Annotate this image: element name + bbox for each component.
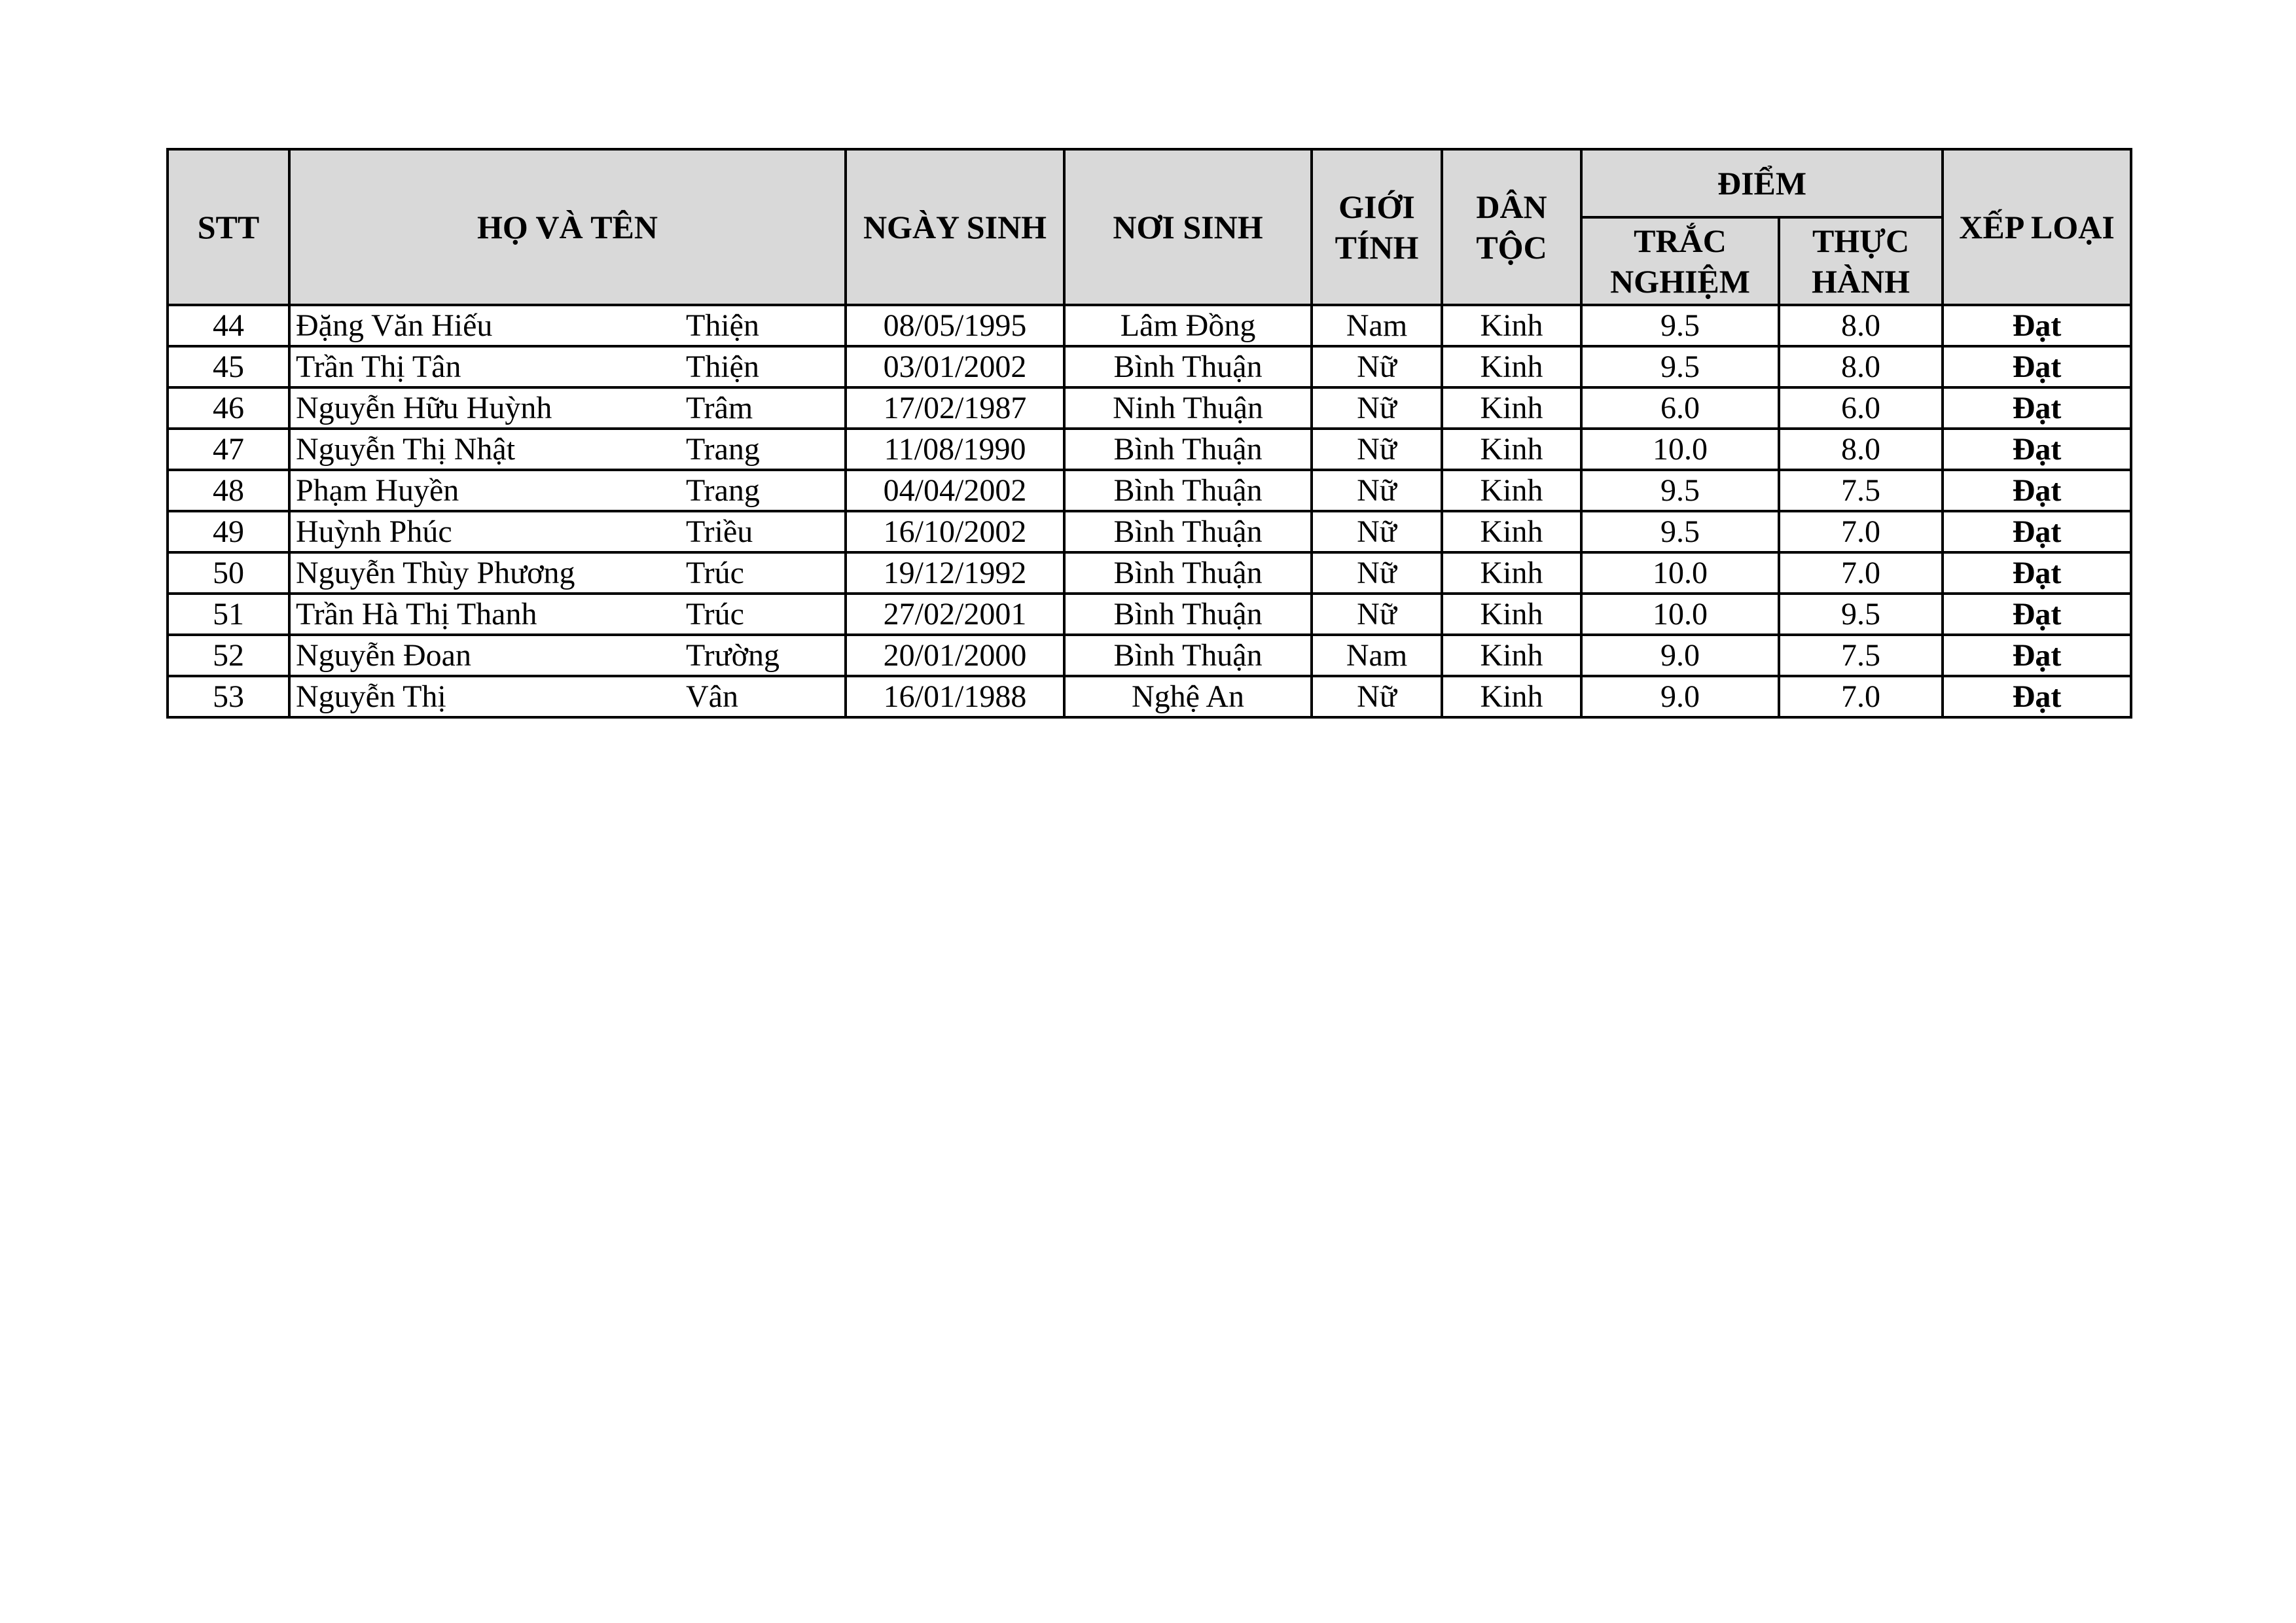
header-row	[168, 149, 2131, 217]
cell-ten: Trường	[682, 635, 846, 676]
cell-stt: 52	[168, 635, 289, 676]
header-dan-toc: DÂN TỘC	[1442, 149, 1581, 305]
cell-dan-toc: Kinh	[1442, 594, 1581, 635]
cell-thuc-hanh: 8.0	[1779, 305, 1943, 346]
cell-ho: Đặng Văn Hiếu	[289, 305, 682, 346]
cell-gioi-tinh: Nữ	[1312, 552, 1442, 594]
cell-dan-toc: Kinh	[1442, 346, 1581, 387]
cell-gioi-tinh: Nữ	[1312, 470, 1442, 511]
cell-noi-sinh: Ninh Thuận	[1064, 387, 1312, 429]
cell-ho: Trần Hà Thị Thanh	[289, 594, 682, 635]
cell-ten: Vân	[682, 676, 846, 717]
cell-ho: Trần Thị Tân	[289, 346, 682, 387]
cell-xep-loai: Đạt	[1943, 305, 2131, 346]
cell-ngay-sinh: 20/01/2000	[846, 635, 1064, 676]
cell-xep-loai: Đạt	[1943, 387, 2131, 429]
cell-dan-toc: Kinh	[1442, 635, 1581, 676]
table-row	[168, 594, 2131, 635]
cell-xep-loai: Đạt	[1943, 470, 2131, 511]
cell-stt: 47	[168, 429, 289, 470]
cell-xep-loai: Đạt	[1943, 676, 2131, 717]
cell-thuc-hanh: 8.0	[1779, 429, 1943, 470]
cell-ten: Triều	[682, 511, 846, 552]
header-xep-loai: XẾP LOẠI	[1943, 149, 2131, 305]
cell-trac-nghiem: 9.5	[1581, 470, 1779, 511]
cell-thuc-hanh: 7.0	[1779, 511, 1943, 552]
cell-gioi-tinh: Nữ	[1312, 594, 1442, 635]
cell-noi-sinh: Bình Thuận	[1064, 346, 1312, 387]
cell-gioi-tinh: Nữ	[1312, 511, 1442, 552]
cell-xep-loai: Đạt	[1943, 635, 2131, 676]
cell-stt: 51	[168, 594, 289, 635]
cell-noi-sinh: Bình Thuận	[1064, 635, 1312, 676]
cell-stt: 50	[168, 552, 289, 594]
cell-ngay-sinh: 17/02/1987	[846, 387, 1064, 429]
cell-xep-loai: Đạt	[1943, 594, 2131, 635]
cell-ten: Trang	[682, 470, 846, 511]
cell-thuc-hanh: 7.0	[1779, 676, 1943, 717]
cell-ho: Nguyễn Hữu Huỳnh	[289, 387, 682, 429]
cell-ten: Trâm	[682, 387, 846, 429]
cell-dan-toc: Kinh	[1442, 305, 1581, 346]
cell-trac-nghiem: 9.0	[1581, 676, 1779, 717]
table-row	[168, 429, 2131, 470]
cell-noi-sinh: Bình Thuận	[1064, 429, 1312, 470]
cell-ten: Trang	[682, 429, 846, 470]
cell-ngay-sinh: 16/01/1988	[846, 676, 1064, 717]
cell-gioi-tinh: Nữ	[1312, 387, 1442, 429]
cell-xep-loai: Đạt	[1943, 346, 2131, 387]
cell-gioi-tinh: Nam	[1312, 635, 1442, 676]
results-table	[166, 148, 2132, 719]
table-row	[168, 305, 2131, 346]
cell-thuc-hanh: 7.0	[1779, 552, 1943, 594]
cell-trac-nghiem: 10.0	[1581, 429, 1779, 470]
cell-ngay-sinh: 19/12/1992	[846, 552, 1064, 594]
cell-ho: Nguyễn Thị	[289, 676, 682, 717]
cell-dan-toc: Kinh	[1442, 470, 1581, 511]
cell-ten: Thiện	[682, 346, 846, 387]
cell-gioi-tinh: Nam	[1312, 305, 1442, 346]
cell-thuc-hanh: 8.0	[1779, 346, 1943, 387]
cell-ngay-sinh: 11/08/1990	[846, 429, 1064, 470]
cell-ngay-sinh: 16/10/2002	[846, 511, 1064, 552]
cell-xep-loai: Đạt	[1943, 552, 2131, 594]
table-row	[168, 635, 2131, 676]
cell-trac-nghiem: 10.0	[1581, 594, 1779, 635]
table-row	[168, 676, 2131, 717]
cell-trac-nghiem: 6.0	[1581, 387, 1779, 429]
cell-stt: 46	[168, 387, 289, 429]
cell-xep-loai: Đạt	[1943, 429, 2131, 470]
cell-ngay-sinh: 03/01/2002	[846, 346, 1064, 387]
header-thuc-hanh: THỰC HÀNH	[1779, 217, 1943, 305]
cell-trac-nghiem: 9.5	[1581, 346, 1779, 387]
table-row	[168, 552, 2131, 594]
cell-dan-toc: Kinh	[1442, 387, 1581, 429]
table-row	[168, 470, 2131, 511]
cell-thuc-hanh: 7.5	[1779, 470, 1943, 511]
cell-stt: 44	[168, 305, 289, 346]
header-trac-nghiem: TRẮC NGHIỆM	[1581, 217, 1779, 305]
header-noi-sinh: NƠI SINH	[1064, 149, 1312, 305]
table-body	[168, 305, 2131, 717]
cell-noi-sinh: Nghệ An	[1064, 676, 1312, 717]
cell-xep-loai: Đạt	[1943, 511, 2131, 552]
cell-dan-toc: Kinh	[1442, 511, 1581, 552]
cell-stt: 53	[168, 676, 289, 717]
cell-trac-nghiem: 9.0	[1581, 635, 1779, 676]
cell-noi-sinh: Bình Thuận	[1064, 470, 1312, 511]
cell-dan-toc: Kinh	[1442, 676, 1581, 717]
cell-ho: Nguyễn Đoan	[289, 635, 682, 676]
header-gioi-tinh: GIỚI TÍNH	[1312, 149, 1442, 305]
cell-dan-toc: Kinh	[1442, 552, 1581, 594]
header-ho-ten: HỌ VÀ TÊN	[289, 149, 846, 305]
cell-ten: Trúc	[682, 552, 846, 594]
cell-trac-nghiem: 10.0	[1581, 552, 1779, 594]
cell-gioi-tinh: Nữ	[1312, 676, 1442, 717]
cell-ten: Trúc	[682, 594, 846, 635]
cell-ho: Nguyễn Thị Nhật	[289, 429, 682, 470]
cell-stt: 49	[168, 511, 289, 552]
cell-ho: Huỳnh Phúc	[289, 511, 682, 552]
table-row	[168, 346, 2131, 387]
cell-dan-toc: Kinh	[1442, 429, 1581, 470]
cell-stt: 45	[168, 346, 289, 387]
cell-ngay-sinh: 27/02/2001	[846, 594, 1064, 635]
cell-ngay-sinh: 08/05/1995	[846, 305, 1064, 346]
cell-noi-sinh: Bình Thuận	[1064, 594, 1312, 635]
cell-thuc-hanh: 7.5	[1779, 635, 1943, 676]
header-diem: ĐIỂM	[1581, 149, 1943, 217]
cell-gioi-tinh: Nữ	[1312, 346, 1442, 387]
cell-thuc-hanh: 6.0	[1779, 387, 1943, 429]
cell-ho: Phạm Huyền	[289, 470, 682, 511]
cell-gioi-tinh: Nữ	[1312, 429, 1442, 470]
header-ngay-sinh: NGÀY SINH	[846, 149, 1064, 305]
cell-noi-sinh: Lâm Đồng	[1064, 305, 1312, 346]
cell-ho: Nguyễn Thùy Phương	[289, 552, 682, 594]
cell-ngay-sinh: 04/04/2002	[846, 470, 1064, 511]
header-stt: STT	[168, 149, 289, 305]
table-row	[168, 387, 2131, 429]
cell-noi-sinh: Bình Thuận	[1064, 552, 1312, 594]
cell-trac-nghiem: 9.5	[1581, 511, 1779, 552]
cell-ten: Thiện	[682, 305, 846, 346]
cell-noi-sinh: Bình Thuận	[1064, 511, 1312, 552]
cell-thuc-hanh: 9.5	[1779, 594, 1943, 635]
cell-stt: 48	[168, 470, 289, 511]
cell-trac-nghiem: 9.5	[1581, 305, 1779, 346]
table-row	[168, 511, 2131, 552]
